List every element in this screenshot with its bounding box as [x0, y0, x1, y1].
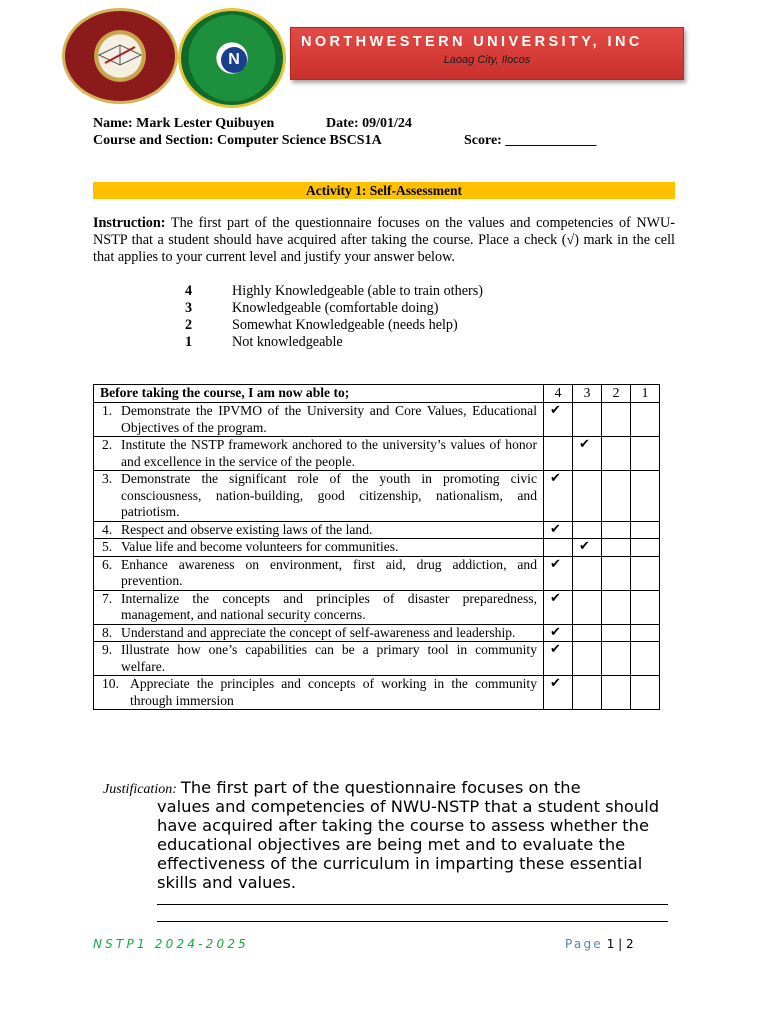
book-icon — [97, 35, 143, 75]
nursing-seal-letter: N — [221, 47, 247, 73]
scale-description: Somewhat Knowledgeable (needs help) — [232, 317, 458, 333]
item-number: 4. — [102, 521, 113, 537]
table-header-row — [94, 385, 660, 403]
check-mark-icon: ✔ — [579, 437, 590, 452]
scale-description: Knowledgeable (comfortable doing) — [232, 300, 439, 316]
rating-header-1: 1 — [631, 385, 660, 403]
check-mark-icon: ✔ — [550, 403, 561, 418]
scale-number: 2 — [185, 317, 193, 333]
self-assessment-table — [93, 384, 660, 710]
statement-cell — [94, 642, 544, 676]
rating-cell-3[interactable] — [573, 590, 602, 624]
rating-cell-1[interactable] — [631, 676, 660, 710]
item-text: Demonstrate the IPVMO of the University and Core Values, Educational Objectives of the program. — [121, 403, 537, 435]
rating-cell-1[interactable] — [631, 556, 660, 590]
page-indicator — [565, 937, 634, 951]
page-total: 2 — [626, 937, 634, 951]
check-mark-icon: ✔ — [550, 624, 561, 640]
scale-number: 3 — [185, 300, 193, 316]
rating-cell-4[interactable] — [544, 590, 573, 624]
statement-cell — [94, 437, 544, 471]
rating-cell-1[interactable] — [631, 471, 660, 522]
table-row — [94, 556, 660, 590]
scale-row — [185, 283, 483, 300]
rating-cell-3[interactable] — [573, 642, 602, 676]
score-field: Score: _____________ — [464, 133, 597, 148]
justification-text: values and competencies of NWU-NSTP that a student should have acquired after taking the course to assess whether the educational objectives are being met and to evaluate the effectiveness of the curriculum in imparting these essential skills and values. — [157, 797, 660, 892]
rating-cell-1[interactable] — [631, 624, 660, 642]
table-header-statement: Before taking the course, I am now able to; — [94, 385, 544, 403]
table-row — [94, 676, 660, 710]
scale-row — [185, 334, 483, 351]
item-number: 10. — [102, 676, 119, 691]
rating-cell-2[interactable] — [602, 642, 631, 676]
answer-line — [157, 904, 668, 905]
rating-cell-1[interactable] — [631, 642, 660, 676]
rating-cell-4[interactable] — [544, 556, 573, 590]
table-row — [94, 471, 660, 522]
page-number: 1 — [606, 937, 615, 951]
rating-cell-2[interactable] — [602, 624, 631, 642]
scale-row — [185, 317, 483, 334]
item-number: 2. — [102, 437, 113, 452]
rating-cell-4[interactable] — [544, 642, 573, 676]
statement-cell — [94, 590, 544, 624]
rating-header-4: 4 — [544, 385, 573, 403]
item-number: 1. — [102, 403, 113, 418]
check-mark-icon: ✔ — [550, 590, 561, 606]
item-text: Enhance awareness on environment, first aid, drug addiction, and prevention. — [121, 556, 537, 588]
item-text: Institute the NSTP framework anchored to the university’s values of honor and excellence in the service of the people. — [121, 437, 537, 469]
rating-cell-1[interactable] — [631, 403, 660, 437]
rating-cell-2[interactable] — [602, 403, 631, 437]
item-text: Respect and observe existing laws of the land. — [121, 521, 373, 537]
northwestern-university-seal — [62, 8, 178, 104]
justification-first-line — [103, 778, 581, 798]
rating-header-2: 2 — [602, 385, 631, 403]
rating-scale-legend — [185, 283, 483, 351]
rating-cell-1[interactable] — [631, 521, 660, 539]
instruction-paragraph — [93, 215, 675, 266]
rating-cell-2[interactable] — [602, 521, 631, 539]
rating-cell-2[interactable] — [602, 556, 631, 590]
student-name: Name: Mark Lester Quibuyen — [93, 116, 275, 131]
rating-cell-3[interactable] — [573, 437, 602, 471]
item-number: 9. — [102, 642, 113, 657]
page-separator: | — [614, 937, 626, 951]
rating-cell-3[interactable] — [573, 471, 602, 522]
rating-cell-3[interactable] — [573, 403, 602, 437]
university-location: Laoag City, Ilocos — [443, 54, 531, 66]
table-row — [94, 624, 660, 642]
footer-course-year: NSTP1 2024-2025 — [93, 937, 250, 951]
rating-cell-2[interactable] — [602, 590, 631, 624]
table-row — [94, 642, 660, 676]
scale-description: Highly Knowledgeable (able to train others) — [232, 283, 483, 299]
rating-cell-4[interactable] — [544, 539, 573, 557]
rating-cell-3[interactable] — [573, 556, 602, 590]
rating-cell-4[interactable] — [544, 521, 573, 539]
item-number: 3. — [102, 471, 113, 486]
rating-cell-4[interactable] — [544, 403, 573, 437]
scale-number: 1 — [185, 334, 193, 350]
check-mark-icon: ✔ — [550, 471, 561, 486]
answer-line — [157, 921, 668, 922]
rating-cell-2[interactable] — [602, 539, 631, 557]
instruction-label: Instruction: — [93, 215, 166, 231]
rating-cell-2[interactable] — [602, 437, 631, 471]
rating-cell-2[interactable] — [602, 471, 631, 522]
statement-cell — [94, 624, 544, 642]
statement-cell — [94, 539, 544, 557]
rating-cell-3[interactable] — [573, 676, 602, 710]
check-mark-icon: ✔ — [550, 642, 561, 657]
scale-number: 4 — [185, 283, 193, 299]
item-text: Understand and appreciate the concept of self-awareness and leadership. — [121, 624, 516, 640]
item-number: 7. — [102, 590, 113, 606]
item-text: Appreciate the principles and concepts of working in the community through immersion — [130, 676, 537, 708]
item-number: 8. — [102, 624, 113, 640]
course-section: Course and Section: Computer Science BSCS1A — [93, 133, 382, 148]
rating-cell-3[interactable] — [573, 624, 602, 642]
rating-cell-4[interactable] — [544, 676, 573, 710]
rating-cell-1[interactable] — [631, 539, 660, 557]
table-row — [94, 437, 660, 471]
check-mark-icon: ✔ — [579, 539, 590, 554]
page-label: Page — [565, 937, 603, 951]
scale-row — [185, 300, 483, 317]
university-banner — [290, 27, 684, 80]
rating-cell-1[interactable] — [631, 590, 660, 624]
table-row — [94, 521, 660, 539]
department-of-nursing-seal — [178, 8, 286, 108]
justification-text-start: The first part of the questionnaire focuses on the — [180, 778, 581, 797]
table-row — [94, 403, 660, 437]
item-text: Internalize the concepts and principles of disaster preparedness, management, and national security concerns. — [121, 590, 537, 622]
statement-cell — [94, 403, 544, 437]
statement-cell — [94, 676, 544, 710]
activity-title: Activity 1: Self-Assessment — [93, 182, 675, 199]
statement-cell — [94, 556, 544, 590]
statement-cell — [94, 471, 544, 522]
check-mark-icon: ✔ — [550, 676, 561, 691]
rating-cell-3[interactable] — [573, 539, 602, 557]
university-name: NORTHWESTERN UNIVERSITY, INC — [301, 34, 643, 50]
table-row — [94, 539, 660, 557]
rating-cell-3[interactable] — [573, 521, 602, 539]
submission-date: Date: 09/01/24 — [326, 116, 412, 131]
statement-cell — [94, 521, 544, 539]
item-number: 6. — [102, 556, 113, 572]
item-text: Value life and become volunteers for communities. — [121, 539, 399, 554]
rating-header-3: 3 — [573, 385, 602, 403]
rating-cell-1[interactable] — [631, 437, 660, 471]
rating-cell-4[interactable] — [544, 471, 573, 522]
scale-description: Not knowledgeable — [232, 334, 343, 350]
item-number: 5. — [102, 539, 113, 554]
rating-cell-2[interactable] — [602, 676, 631, 710]
rating-cell-4[interactable] — [544, 437, 573, 471]
item-text: Demonstrate the significant role of the youth in promoting civic consciousness, nation-building, good citizenship, nationalism, and patriotism. — [121, 471, 537, 519]
table-row — [94, 590, 660, 624]
instruction-text: The first part of the questionnaire focuses on the values and competencies of NWU- NSTP that a student should have acquired after taking the course. Place a check (√) mark in the cell that applies to your current level and justify your answer below. — [93, 215, 675, 265]
item-text: Illustrate how one’s capabilities can be a primary tool in community welfare. — [121, 642, 537, 674]
justification-label: Justification: — [103, 782, 177, 797]
check-mark-icon: ✔ — [550, 556, 561, 572]
check-mark-icon: ✔ — [550, 521, 561, 537]
rating-cell-4[interactable] — [544, 624, 573, 642]
